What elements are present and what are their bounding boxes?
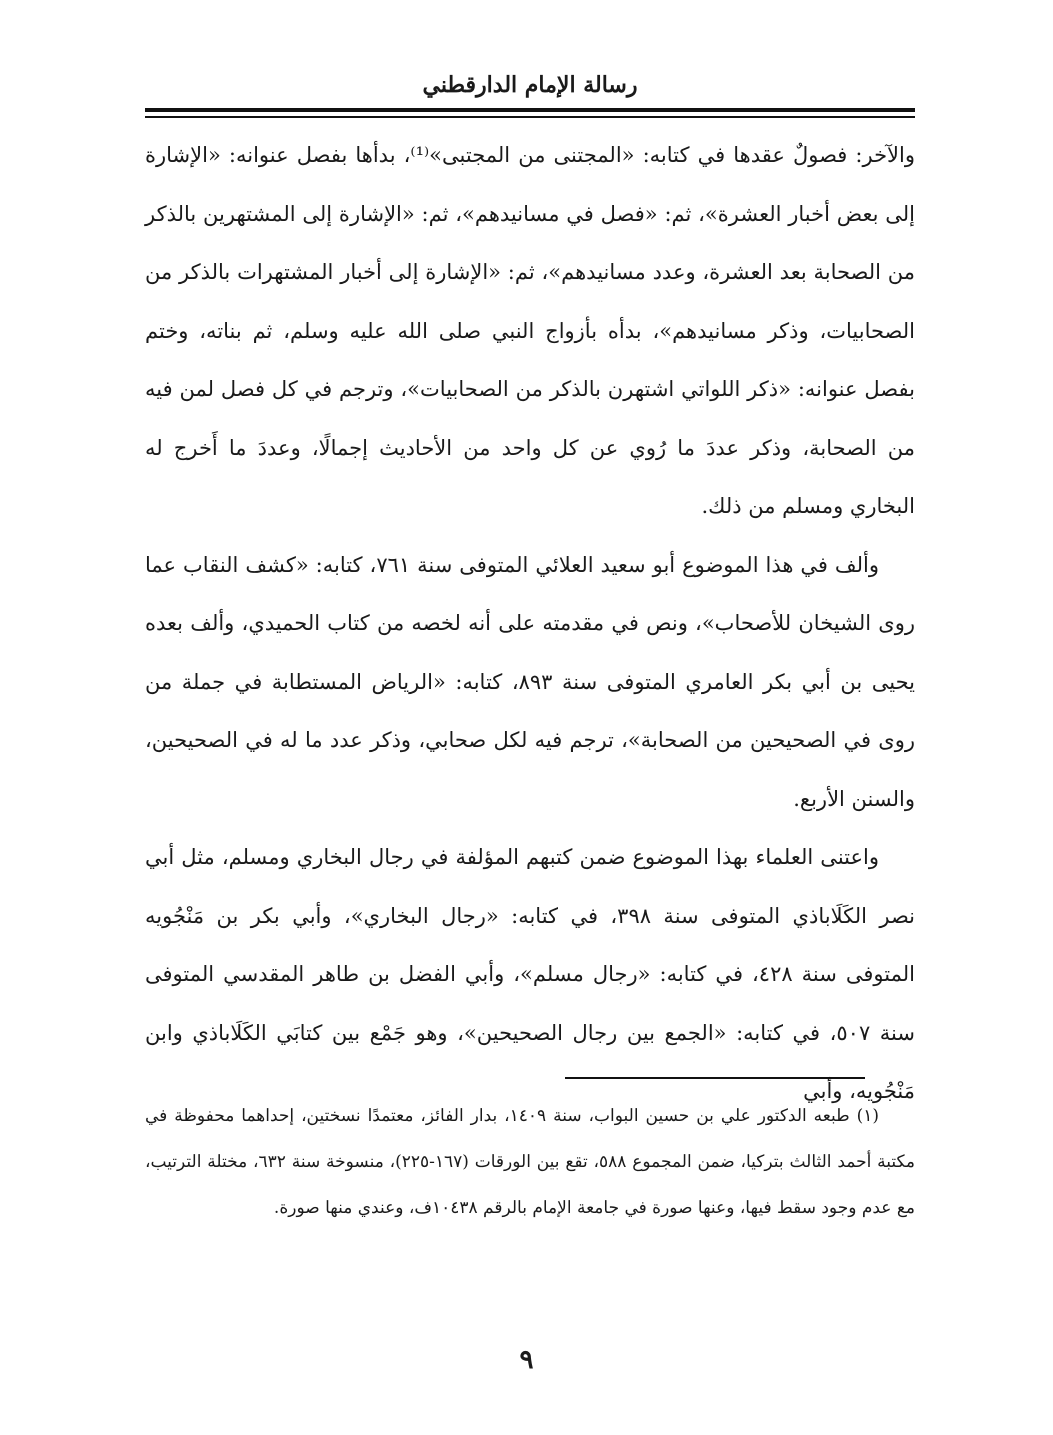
paragraph-3: واعتنى العلماء بهذا الموضوع ضمن كتبهم المؤلفة في رجال البخاري ومسلم، مثل أبي نصر الكَلَاباذي المتوفى سنة ٣٩٨، في كتابه: «رجال البخاري»، وأبي بكر بن مَنْجُويه المتوفى سنة ٤٢٨، في كتابه: «رجال مسلم»، وأبي الفضل بن طاهر المقدسي المتوفى سنة ٥٠٧، في كتابه: «الجمع بين رجال الصحيحين»، وهو جَمْع بين كتابَي الكَلَاباذي وابن مَنْجُويه، وأبي <box>145 845 915 1103</box>
footnotes <box>145 1093 915 1231</box>
footnote-1: (١) طبعه الدكتور علي بن حسين البواب، سنة ١٤٠٩، بدار الفائز، معتمدًا نسختين، إحداهما محفوظة في مكتبة أحمد الثالث بتركيا، ضمن المجموع ٥٨٨، تقع بين الورقات (١٦٧-٢٢٥)، منسوخة سنة ٦٣٢، مختلة الترتيب، مع عدم وجود سقط فيها، وعنها صورة في جامعة الإمام بالرقم ١٠٤٣٨ف، وعندي منها صورة. <box>145 1106 915 1218</box>
page-number: ٩ <box>519 1345 534 1375</box>
main-text <box>145 126 915 1121</box>
paragraph-1: والآخر: فصولٌ عقدها في كتابه: «المجتنى من المجتبى»⁽¹⁾، بدأها بفصل عنوانه: «الإشارة إلى بعض أخبار العشرة»، ثم: «فصل في مسانيدهم»، ثم: «الإشارة إلى المشتهرين بالذكر من الصحابة بعد العشرة، وعدد مسانيدهم»، ثم: «الإشارة إلى أخبار المشتهرات بالذكر من الصحابيات، وذكر مسانيدهم»، بدأه بأزواج النبي صلى الله عليه وسلم، ثم بناته، وختم بفصل عنوانه: «ذكر اللواتي اشتهرن بالذكر من الصحابيات»، وترجم في كل فصل لمن فيه من الصحابة، وذكر عددَ ما رُوي عن كل واحد من الأحاديث إجمالًا، وعددَ ما أَخرج له البخاري ومسلم من ذلك. <box>145 143 916 518</box>
header-rule-thick <box>145 108 915 112</box>
footnote-separator <box>565 1077 865 1079</box>
paragraph-2: وألف في هذا الموضوع أبو سعيد العلائي المتوفى سنة ٧٦١، كتابه: «كشف النقاب عما روى الشيخان للأصحاب»، ونص في مقدمته على أنه لخصه من كتاب الحميدي، وألف بعده يحيى بن أبي بكر العامري المتوفى سنة ٨٩٣، كتابه: «الرياض المستطابة في جملة من روى في الصحيحين من الصحابة»، ترجم فيه لكل صحابي، وذكر عدد ما له في الصحيحين، والسنن الأربع. <box>145 552 915 811</box>
header-rule-thin <box>145 116 915 118</box>
running-header-title: رسالة الإمام الدارقطني <box>422 72 638 98</box>
